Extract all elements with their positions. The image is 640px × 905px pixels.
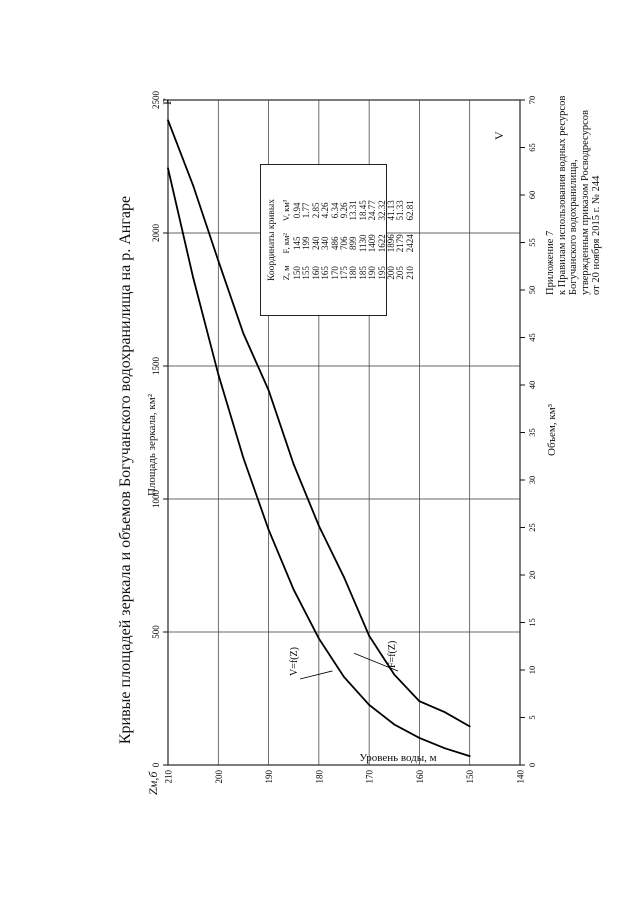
volume-tick-label: 5 — [527, 715, 537, 720]
level-tick-label: 210 — [163, 770, 174, 784]
volume-curve-point — [192, 276, 194, 278]
area-axis-letter: F — [160, 98, 174, 105]
header-line: от 20 ноября 2015 г. № 244 — [591, 175, 602, 295]
table-row — [406, 194, 415, 287]
chart-title: Кривые площадей зеркала и объемов Богучанского водохранилища на р. Ангаре — [117, 195, 134, 745]
table-cell: 190 — [367, 266, 378, 280]
table-cell: 199 — [301, 236, 312, 251]
table-cell: 62.81 — [404, 200, 415, 221]
level-axis-tag: Zм,б — [146, 771, 160, 795]
table-cell: 6.34 — [329, 202, 340, 219]
area-curve-point — [243, 333, 245, 335]
level-tick-label: 200 — [213, 770, 224, 784]
level-tick-label: 150 — [465, 770, 476, 784]
table-cell: 145 — [292, 236, 302, 251]
table-cell: 1409 — [367, 234, 378, 253]
volume-curve-leader — [300, 671, 332, 679]
table-cell: 18.45 — [357, 200, 368, 221]
area-curve-point — [318, 525, 320, 527]
table-cell: 4.26 — [320, 202, 331, 219]
volume-tick-label: 60 — [527, 190, 537, 200]
area-curve-point — [469, 726, 471, 728]
area-tick-label: 0 — [151, 762, 161, 768]
area-curve-point — [167, 119, 169, 121]
table-cell: 180 — [348, 266, 359, 280]
area-tick-label: 2000 — [151, 224, 161, 242]
level-axis-title: Уровень воды, м — [359, 752, 437, 764]
volume-tick-label: 55 — [527, 238, 537, 247]
volume-axis-title: Объем, км³ — [546, 404, 558, 456]
header-line: к Правилам использования водных ресурсов — [556, 95, 568, 295]
volume-curve-point — [243, 457, 245, 459]
volume-axis-letter: V — [492, 131, 506, 140]
volume-curve-point — [217, 373, 219, 375]
volume-tick-label: 45 — [527, 333, 537, 342]
table-cell: 195 — [376, 266, 387, 280]
volume-tick-label: 25 — [527, 523, 537, 532]
table-cell: 2.85 — [310, 202, 321, 219]
volume-curve-label: V=f(Z) — [289, 647, 300, 676]
table-cell: 150 — [292, 266, 302, 280]
area-axis-title: Площадь зеркала, км² — [146, 394, 158, 497]
table-cell: 205 — [395, 266, 406, 280]
volume-tick-label: 20 — [527, 570, 537, 580]
table-cell: 210 — [404, 266, 415, 280]
table-cell: 706 — [339, 236, 350, 251]
volume-tick-label: 35 — [527, 428, 537, 437]
area-curve-point — [343, 576, 345, 578]
table-cell: 51.33 — [395, 200, 406, 221]
level-tick-label: 140 — [515, 770, 526, 784]
volume-tick-label: 30 — [527, 475, 537, 485]
level-tick-label: 190 — [264, 770, 275, 784]
volume-curve-point — [343, 676, 345, 678]
table-cell: 899 — [348, 236, 359, 251]
volume-curve-point — [268, 529, 270, 531]
header-line: утвержденным приказом Росводресурсов — [579, 110, 591, 295]
table-cell: 175 — [339, 266, 350, 280]
table-cell: 41.13 — [386, 200, 397, 221]
area-curve-point — [293, 464, 295, 466]
area-curve-point — [268, 389, 270, 391]
volume-curve-point — [368, 704, 370, 706]
table-cell: 486 — [329, 236, 340, 251]
volume-tick-label: 70 — [527, 95, 537, 105]
table-cell: 1896 — [386, 234, 397, 253]
area-curve-point — [192, 184, 194, 186]
table-header-cell: V, км³ — [281, 199, 291, 222]
table-cell: 340 — [320, 236, 331, 251]
table-cell: 24.77 — [367, 200, 378, 221]
table-cell: 13.31 — [348, 200, 359, 221]
area-curve-label: F=f(Z) — [387, 640, 398, 668]
area-tick-label: 2500 — [151, 91, 161, 109]
table-cell: 0.94 — [292, 202, 302, 219]
table-cell: 32.32 — [376, 200, 387, 221]
table-header-cell: Z, м — [281, 265, 291, 281]
volume-tick-label: 50 — [527, 285, 537, 295]
volume-curve-point — [444, 747, 446, 749]
table-cell: 200 — [386, 266, 397, 280]
volume-tick-label: 40 — [527, 380, 537, 390]
table-cell: 185 — [357, 266, 368, 280]
coordinates-table — [260, 164, 415, 316]
volume-curve-point — [293, 589, 295, 591]
level-tick-label: 180 — [314, 770, 325, 784]
table-cell: 2179 — [395, 234, 406, 253]
table-cell: 2424 — [404, 234, 415, 253]
level-tick-label: 160 — [414, 770, 425, 784]
table-cell: 9.26 — [339, 202, 350, 219]
table-grid — [281, 194, 415, 287]
area-tick-label: 1000 — [151, 490, 161, 508]
header-line: Приложение 7 — [545, 230, 556, 295]
volume-curve-point — [419, 737, 421, 739]
area-curve-point — [217, 260, 219, 262]
area-curve-point — [444, 711, 446, 713]
area-tick-label: 1500 — [151, 357, 161, 375]
table-cell: 155 — [301, 266, 312, 280]
level-tick-label: 170 — [364, 770, 375, 784]
header-line: Богучанского водохранилища, — [568, 159, 579, 295]
table-cell: 160 — [310, 266, 321, 280]
table-cell: 170 — [329, 266, 340, 280]
table-cell: 240 — [310, 236, 321, 251]
area-curve-point — [368, 635, 370, 637]
volume-curve-point — [393, 724, 395, 726]
volume-tick-label: 10 — [527, 665, 537, 675]
table-cell: 1.77 — [301, 202, 312, 219]
volume-curve-point — [318, 638, 320, 640]
area-curve-point — [393, 674, 395, 676]
table-body — [293, 194, 415, 287]
volume-curve-point — [167, 167, 169, 169]
table-cell: 1622 — [376, 234, 387, 253]
table-cell: 1130 — [357, 234, 368, 253]
table-header-cell: F, км² — [281, 233, 291, 254]
area-tick-label: 500 — [151, 625, 161, 639]
volume-tick-label: 0 — [527, 762, 537, 768]
area-curve-point — [419, 700, 421, 702]
table-caption: Координаты кривых — [267, 199, 277, 281]
volume-tick-label: 65 — [527, 143, 537, 152]
table-cell: 165 — [320, 266, 331, 280]
volume-tick-label: 15 — [527, 618, 537, 627]
